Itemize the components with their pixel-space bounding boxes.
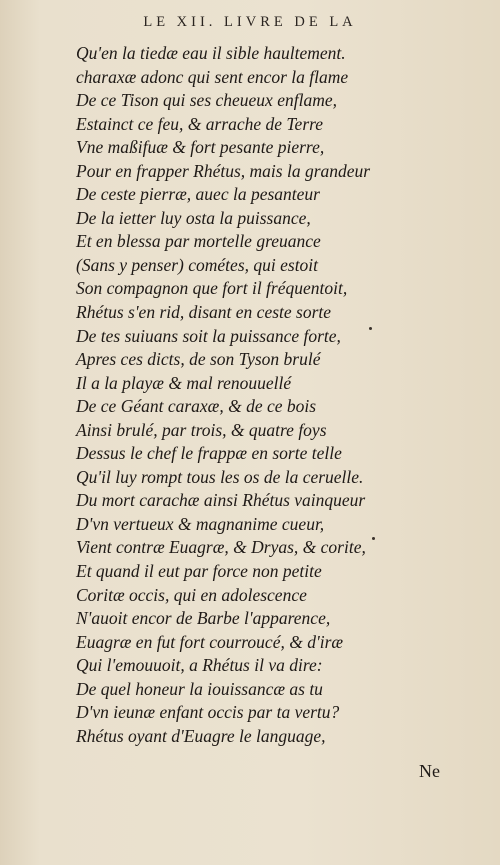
verse-line: Estainct ce feu, & arrache de Terre (76, 113, 324, 134)
verse-line: De la ietter luy osta la puissance, (76, 207, 311, 228)
verse-line: Qui l'emouuoit, a Rhétus il va dire: (76, 655, 323, 676)
verse-list (76, 42, 496, 748)
catchword: Ne (419, 761, 440, 781)
verse-line: De ce Géant caraxæ, & de ce bois (76, 396, 317, 417)
verse-line: Et quand il eut par force non petite (76, 561, 322, 582)
verse-line: Euagræ en fut fort courroucé, & d'iræ (76, 631, 344, 652)
verse-line: Et en blessa par mortelle greuance (76, 231, 321, 252)
verse-line: Son compagnon que fort il fréquentoit, (76, 278, 348, 299)
verse-line: Qu'il luy rompt tous les os de la ceruelle. (76, 466, 364, 487)
ink-speck (372, 537, 375, 540)
verse-line: charaxæ adonc qui sent encor la flame (76, 66, 349, 87)
verse-line: De tes suiuans soit la puissance forte, (76, 325, 341, 346)
verse-line: Vne maßifuæ & fort pesante pierre, (76, 137, 325, 158)
verse-line: Dessus le chef le frappæ en sorte telle (76, 443, 342, 464)
verse-line: De ceste pierræ, auec la pesanteur (76, 184, 320, 205)
running-head: LE XII. LIVRE DE LA (143, 14, 357, 30)
verse-line: Rhétus s'en rid, disant en ceste sorte (76, 302, 332, 323)
verse-line: Coritæ occis, qui en adolescence (76, 584, 307, 605)
verse-line: D'vn ieunæ enfant occis par ta vertu? (76, 702, 340, 723)
ink-speck (369, 327, 372, 330)
verse-line: Du mort carachæ ainsi Rhétus vainqueur (76, 490, 366, 511)
verse-line: D'vn vertueux & magnanime cueur, (76, 513, 325, 534)
verse-line: Rhétus oyant d'Euagre le language, (76, 725, 326, 746)
verse-line: Qu'en la tiedæ eau il sible haultement. (76, 43, 346, 63)
verse-line: (Sans y penser) cométes, qui estoit (76, 254, 319, 275)
verse-line: N'auoit encor de Barbe l'apparence, (76, 608, 331, 629)
verse-line: Vient contræ Euagræ, & Dryas, & corite, (76, 537, 366, 558)
verse-line: Apres ces dicts, de son Tyson brulé (76, 349, 321, 370)
verse-line: De ce Tison qui ses cheueux enflame, (76, 90, 337, 111)
verse-line: Pour en frapper Rhétus, mais la grandeur (76, 160, 371, 181)
verse-line: Il a la playæ & mal renouuellé (76, 372, 292, 393)
verse-line: Ainsi brulé, par trois, & quatre foys (76, 419, 327, 440)
verse-line: De quel honeur la iouissancæ as tu (76, 678, 323, 699)
